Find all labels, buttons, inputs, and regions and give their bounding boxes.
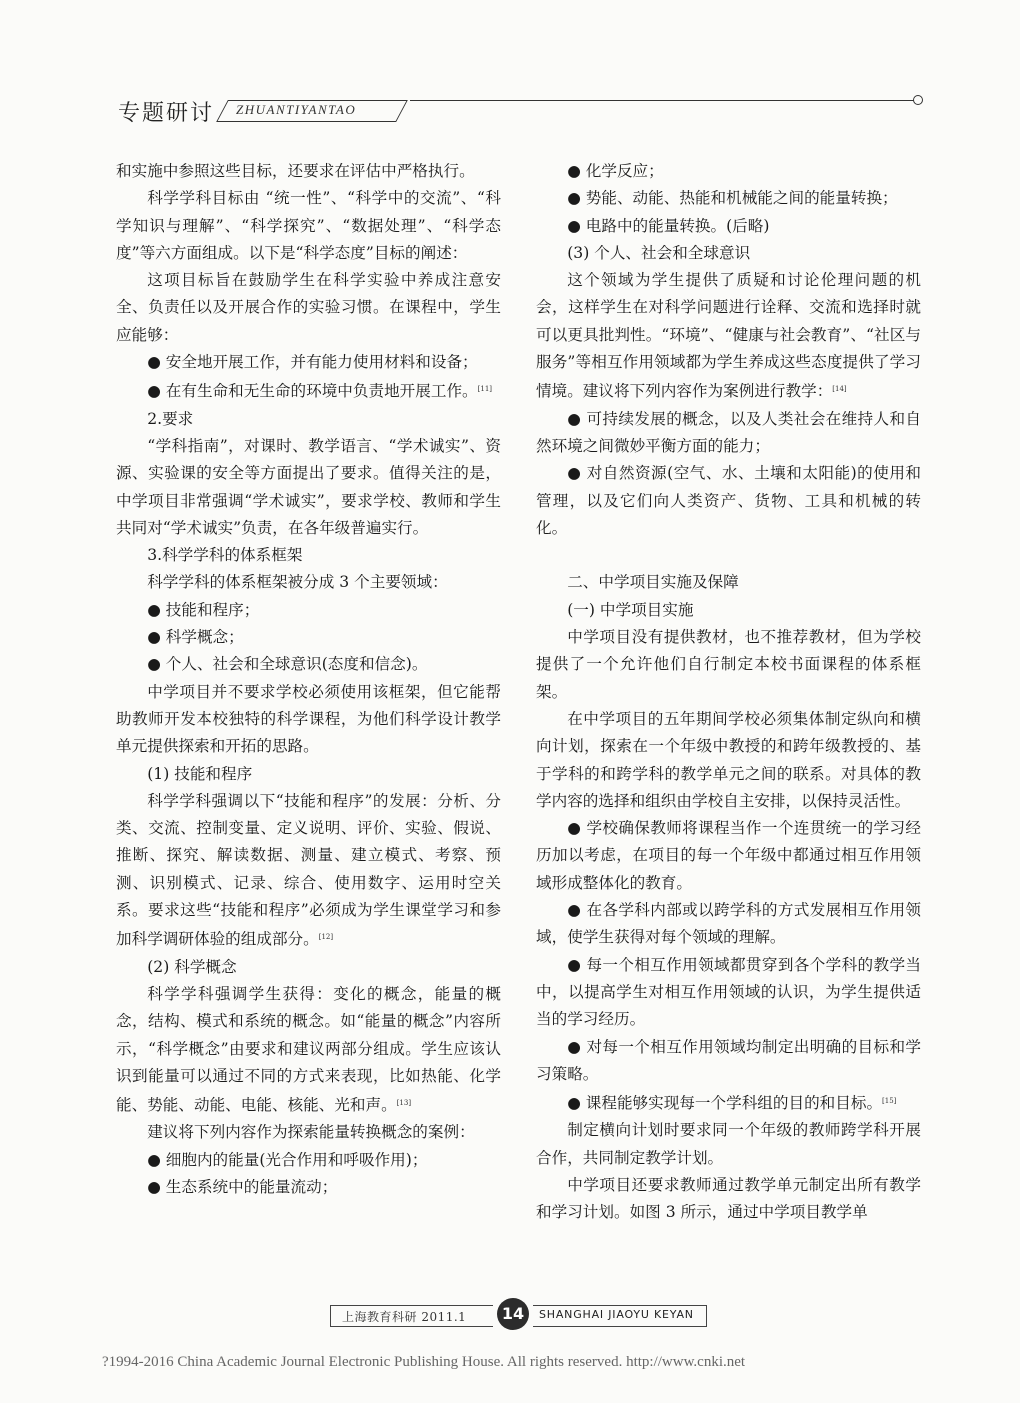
header-rule xyxy=(410,100,915,101)
paragraph-text: ● 科学概念； xyxy=(147,628,244,647)
paragraph-text: ● 在有生命和无生命的环境中负责地开展工作。 xyxy=(147,382,478,401)
paragraph xyxy=(116,376,501,405)
copyright-notice: ?1994-2016 China Academic Journal Electronic Publishing House. All rights reserved. http://www.cnki.net xyxy=(102,1354,746,1370)
paragraph xyxy=(536,952,921,1034)
paragraph-text: 科学学科目标由 “统一性”、“科学中的交流”、“科学知识与理解”、“科学探究”、“数据处理”、“科学态度”等六方面组成。以下是“科学态度”目标的阐述： xyxy=(116,189,501,262)
citation-ref: [15] xyxy=(882,1097,897,1106)
paragraph xyxy=(536,624,921,706)
paragraph xyxy=(116,542,501,569)
footer-journal-en: SHANGHAI JIAOYU KEYAN xyxy=(539,1308,694,1321)
paragraph-text: ● 电路中的能量转换。(后略) xyxy=(567,216,770,235)
paragraph-text: (2) 科学概念 xyxy=(147,957,237,976)
paragraph-text: 中学项目并不要求学校必须使用该框架，但它能帮助教师开发本校独特的科学课程，为他们科学设计教学单元提供探索和开拓的思路。 xyxy=(116,682,501,756)
paragraph-text: (3) 个人、社会和全球意识 xyxy=(567,243,751,262)
page-header xyxy=(118,92,923,132)
citation-ref: [11] xyxy=(477,385,493,394)
paragraph xyxy=(536,1172,921,1227)
paragraph xyxy=(116,1119,501,1146)
paragraph-text: 科学学科的体系框架被分成 3 个主要领域： xyxy=(147,573,448,592)
paragraph-text: ● 势能、动能、热能和机械能之间的能量转换； xyxy=(567,189,898,208)
paragraph xyxy=(536,158,921,185)
paragraph xyxy=(536,897,921,952)
paragraph-text: ● 生态系统中的能量流动； xyxy=(147,1177,338,1196)
paragraph xyxy=(116,597,501,624)
page-footer xyxy=(330,1298,706,1330)
paragraph xyxy=(116,158,501,185)
paragraph-text: 这项目标旨在鼓励学生在科学实验中养成注意安全、负责任以及开展合作的实验习惯。在课程中，学生应能够： xyxy=(116,271,501,344)
paragraph xyxy=(536,1088,921,1117)
paragraph-text: ● 个人、社会和全球意识(态度和信念)。 xyxy=(147,655,428,674)
paragraph xyxy=(536,460,921,542)
paragraph xyxy=(536,406,921,461)
paragraph xyxy=(536,815,921,897)
paragraph xyxy=(116,433,501,542)
paragraph-text: 和实施中参照这些目标，还要求在评估中严格执行。 xyxy=(116,162,475,180)
paragraph-text: ● 对自然资源(空气、水、土壤和太阳能)的使用和管理，以及它们向人类资产、货物、工具和机械的转化。 xyxy=(536,464,921,537)
paragraph xyxy=(536,185,921,212)
paragraph xyxy=(536,542,921,569)
paragraph-text: ● 技能和程序； xyxy=(147,600,260,619)
paragraph xyxy=(116,954,501,981)
section-pinyin: ZHUANTIYANTAO xyxy=(236,102,357,117)
paragraph-text: ● 学校确保教师将课程当作一个连贯统一的学习经历加以考虑，在项目的每一个年级中都通过相互作用领域形成整体化的教育。 xyxy=(536,819,921,892)
citation-ref: [13] xyxy=(396,1099,412,1108)
paragraph-text: 中学项目还要求教师通过教学单元制定出所有教学和学习计划。如图 3 所示，通过中学项目教学单 xyxy=(536,1175,921,1222)
paragraph-text: 建议将下列内容作为探索能量转换概念的案例： xyxy=(147,1123,475,1142)
citation-ref: [12] xyxy=(318,933,334,942)
paragraph xyxy=(536,1117,921,1172)
paragraph-text: (一) 中学项目实施 xyxy=(567,600,694,619)
paragraph xyxy=(536,267,921,405)
citation-ref: [14] xyxy=(832,385,847,394)
paragraph xyxy=(116,406,501,433)
paragraph xyxy=(536,1034,921,1089)
paragraph xyxy=(116,624,501,651)
paragraph xyxy=(116,761,501,788)
paragraph xyxy=(536,597,921,624)
paragraph-text: 3.科学学科的体系框架 xyxy=(147,546,303,565)
paragraph xyxy=(116,569,501,596)
footer-journal-cn: 上海教育科研 2011.1 xyxy=(342,1310,467,1324)
paragraph xyxy=(116,1174,501,1201)
paragraph-text: 这个领域为学生提供了质疑和讨论伦理问题的机会，这样学生在对科学问题进行诠释、交流和选择时就可以更具批判性。“环境”、“健康与社会教育”、“社区与服务”等相互作用领域都为学生养成这些态度提供了学习情境。建议将下列内容作为案例进行教学： xyxy=(536,271,921,401)
paragraph-text: 二、中学项目实施及保障 xyxy=(567,573,739,592)
paragraph xyxy=(116,349,501,376)
header-rule-end-circle xyxy=(913,95,923,105)
paragraph-text: 科学学科强调学生获得：变化的概念，能量的概念，结构、模式和系统的概念。如“能量的概念”内容所示，“科学概念”由要求和建议两部分组成。学生应该认识到能量可以通过不同的方式来表现，比如热能、化学能、势能、动能、电能、核能、光和声。 xyxy=(116,984,501,1115)
paragraph-text: 科学学科强调以下“技能和程序”的发展：分析、分类、交流、控制变量、定义说明、评价、实验、假说、推断、探究、解读数据、测量、建立模式、考察、预测、识别模式、记录、综合、使用数字、运用时空关系。要求这些“技能和程序”必须成为学生课堂学习和参加科学调研体验的组成部分。 xyxy=(116,791,501,949)
paragraph-text: (1) 技能和程序 xyxy=(147,764,253,783)
paragraph-text: 在中学项目的五年期间学校必须集体制定纵向和横向计划，探索在一个年级中教授的和跨年级教授的、基于学科的和跨学科的教学单元之间的联系。对具体的教学内容的选择和组织由学校自主安排，以保持灵活性。 xyxy=(536,709,921,810)
paragraph xyxy=(116,981,501,1119)
paragraph-text: ● 化学反应； xyxy=(567,162,664,180)
paragraph xyxy=(116,679,501,761)
paragraph-text: 2.要求 xyxy=(147,409,194,428)
paragraph xyxy=(116,651,501,678)
paragraph xyxy=(116,788,501,954)
paragraph-text: ● 细胞内的能量(光合作用和呼吸作用)； xyxy=(147,1150,428,1169)
paragraph xyxy=(536,240,921,267)
section-title: 专题研讨 xyxy=(118,101,215,126)
paragraph-text: ● 可持续发展的概念，以及人类社会在维持人和自然环境之间微妙平衡方面的能力； xyxy=(536,409,921,455)
paragraph xyxy=(536,706,921,815)
right-column xyxy=(536,158,921,1227)
paragraph-text: ● 对每一个相互作用领域均制定出明确的目标和学习策略。 xyxy=(536,1037,921,1083)
paragraph-text: 制定横向计划时要求同一个年级的教师跨学科开展合作，共同制定教学计划。 xyxy=(536,1121,921,1167)
paragraph xyxy=(536,569,921,596)
left-column xyxy=(116,158,501,1201)
page-number: 14 xyxy=(497,1298,529,1330)
paragraph xyxy=(116,267,501,349)
paragraph-text: ● 每一个相互作用领域都贯穿到各个学科的教学当中，以提高学生对相互作用领域的认识，为学生提供适当的学习经历。 xyxy=(536,955,921,1029)
paragraph xyxy=(116,185,501,267)
paragraph xyxy=(116,1147,501,1174)
paragraph-text: ● 安全地开展工作，并有能力使用材料和设备； xyxy=(147,353,478,372)
paragraph-text: 中学项目没有提供教材，也不推荐教材，但为学校提供了一个允许他们自行制定本校书面课程的体系框架。 xyxy=(536,628,921,701)
paragraph-text: “学科指南”，对课时、教学语言、“学术诚实”、资源、实验课的安全等方面提出了要求。值得关注的是，中学项目非常强调“学术诚实”，要求学校、教师和学生共同对“学术诚实”负责，在各年级普遍实行。 xyxy=(116,436,501,537)
paragraph xyxy=(536,213,921,240)
paragraph-text: ● 在各学科内部或以跨学科的方式发展相互作用领域，使学生获得对每个领域的理解。 xyxy=(536,901,921,947)
paragraph-text: ● 课程能够实现每一个学科组的目的和目标。 xyxy=(567,1094,883,1113)
